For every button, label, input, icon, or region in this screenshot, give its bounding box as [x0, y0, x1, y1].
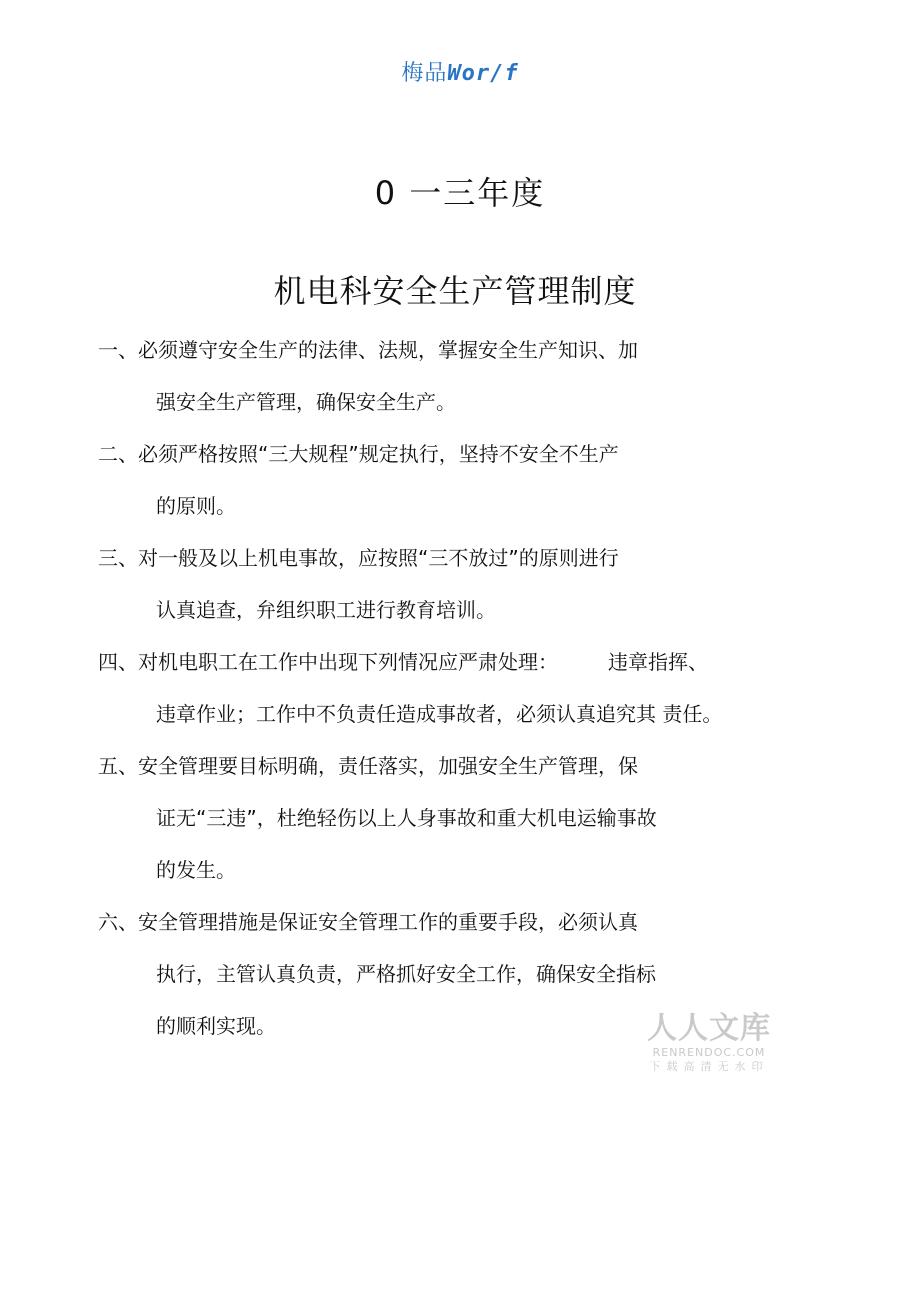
clause-line: 证无“三违”，杜绝轻伤以上人身事故和重大机电运输事故 — [156, 806, 657, 830]
clause-line: 违章作业；工作中不负责任造成事故者，必须认真追究其 责任。 — [156, 702, 723, 726]
clause-4 — [98, 642, 818, 746]
clause-line: 五、安全管理要目标明确，责任落实，加强安全生产管理，保 — [98, 754, 638, 778]
watermark-main: 人人文库 — [647, 1011, 771, 1046]
clause-line: 执行，主管认真负责，严格抓好安全工作，确保安全指标 — [156, 962, 656, 986]
clause-3 — [98, 538, 818, 642]
clause-line: 一、必须遵守安全生产的法律、法规，掌握安全生产知识、加 — [98, 338, 638, 362]
clause-1 — [98, 330, 818, 434]
clause-line: 认真追查，弁组织职工进行教育培训。 — [156, 598, 496, 622]
clause-line: 四、对机电职工在工作中出现下列情况应严肃处理： 违章指挥、 — [98, 650, 708, 674]
clause-5 — [98, 746, 818, 902]
brand-prefix: 梅品 — [401, 61, 448, 86]
watermark-subtitle: 下载高清无水印 — [649, 1060, 769, 1073]
header-brand — [0, 56, 920, 87]
clause-line: 的发生。 — [156, 858, 236, 882]
watermark-site: RENRENDOC.COM — [652, 1046, 766, 1059]
brand-word: Wor/f — [447, 61, 519, 86]
clause-line: 三、对一般及以上机电事故，应按照“三不放过”的原则进行 — [98, 546, 619, 570]
clause-line: 强安全生产管理，确保安全生产。 — [156, 390, 456, 414]
clause-2 — [98, 434, 818, 538]
clause-line: 六、安全管理措施是保证安全管理工作的重要手段，必须认真 — [98, 910, 638, 934]
clause-list — [98, 330, 818, 1058]
clause-line: 的顺利实现。 — [156, 1014, 276, 1038]
clause-line: 的原则。 — [156, 494, 236, 518]
document-title: 机电科安全生产管理制度 — [273, 272, 637, 310]
watermark-logo — [646, 1012, 772, 1074]
clause-line: 二、必须严格按照“三大规程”规定执行，坚持不安全不生产 — [98, 442, 619, 466]
year-title: 0 一三年度 — [374, 174, 546, 212]
